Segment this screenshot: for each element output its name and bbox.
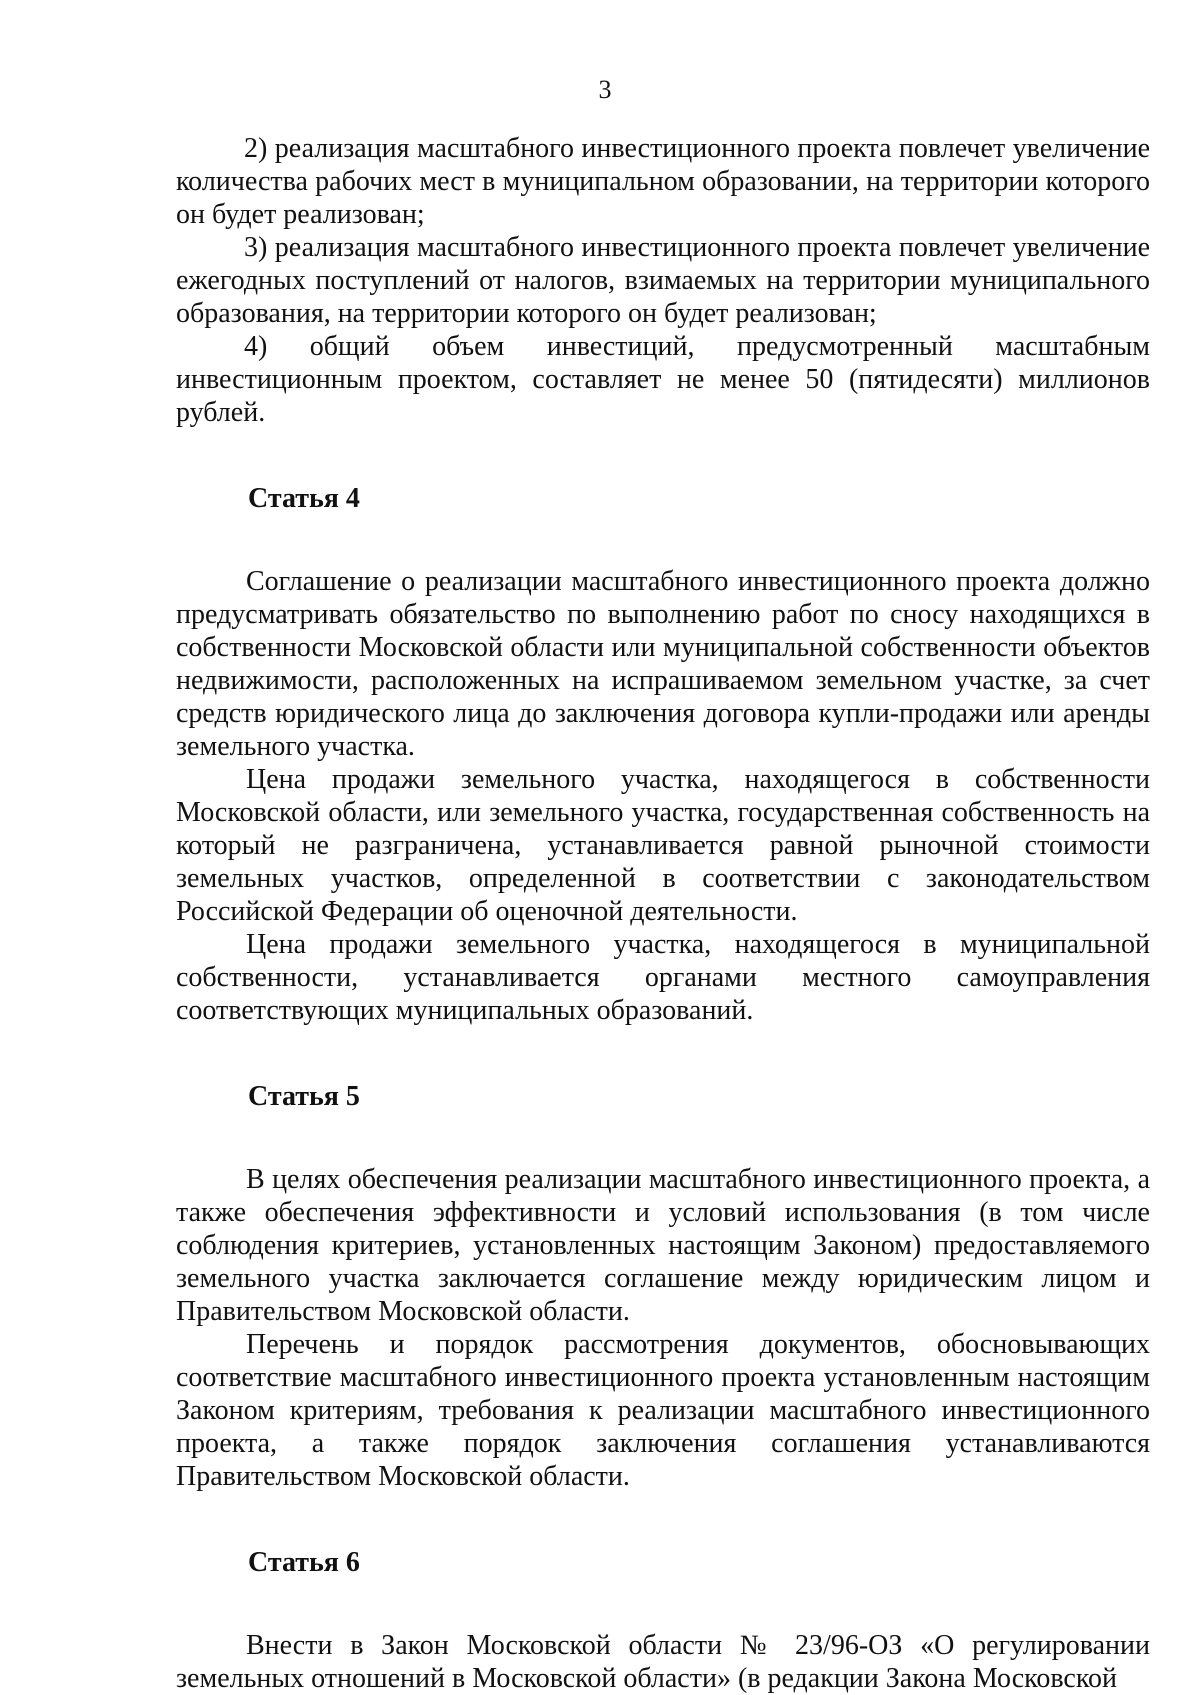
spacer (176, 515, 1150, 565)
spacer (176, 1493, 1150, 1546)
spacer (176, 1113, 1150, 1163)
list-item: 3) реализация масштабного инвестиционного проекта повлечет увеличение ежегодных поступлений от налогов, взимаемых на территории муниципального образования, на территории которого он будет реализован; (176, 232, 1150, 329)
list-item: 4) общий объем инвестиций, предусмотренный масштабным инвестиционным проектом, составляет не менее 50 (пятидесяти) миллионов рублей. (176, 331, 1150, 428)
document-body (176, 132, 1150, 1695)
article-5-paragraph: Перечень и порядок рассмотрения документов, обосновывающих соответствие масштабного инвестиционного проекта установленным настоящим Законом критериям, требования к реализации масштабного инвестиционного проекта, а также порядок заключения соглашения устанавливаются Правительством Московской области. (176, 1329, 1150, 1492)
spacer (176, 429, 1150, 482)
article-4-title: Статья 4 (248, 483, 360, 514)
article-5-paragraph: В целях обеспечения реализации масштабного инвестиционного проекта, а также обеспечения эффективности и условий использования (в том числе соблюдения критериев, установленных настоящим Законом) предоставляемого земельного участка заключается соглашение между юридическим лицом и Правительством Московской области. (176, 1164, 1150, 1327)
article-5-title: Статья 5 (248, 1081, 360, 1112)
list-item: 2) реализация масштабного инвестиционного проекта повлечет увеличение количества рабочих мест в муниципальном образовании, на территории которого он будет реализован; (176, 133, 1150, 230)
page-number: 3 (598, 75, 612, 104)
spacer (176, 1027, 1150, 1080)
article-4-paragraph: Цена продажи земельного участка, находящегося в муниципальной собственности, устанавливается органами местного самоуправления соответствующих муниципальных образований. (176, 929, 1150, 1026)
spacer (176, 1579, 1150, 1629)
article-6-title: Статья 6 (248, 1547, 360, 1578)
article-6-paragraph: Внести в Закон Московской области № 23/96-ОЗ «О регулировании земельных отношений в Московской области» (в редакции Закона Московской (176, 1630, 1150, 1694)
article-4-paragraph: Соглашение о реализации масштабного инвестиционного проекта должно предусматривать обязательство по выполнению работ по сносу находящихся в собственности Московской области или муниципальной собственности объектов недвижимости, расположенных на испрашиваемом земельном участке, за счет средств юридического лица до заключения договора купли-продажи или аренды земельного участка. (176, 566, 1150, 762)
article-4-paragraph: Цена продажи земельного участка, находящегося в собственности Московской области, или земельного участка, государственная собственность на который не разграничена, устанавливается равной рыночной стоимости земельных участков, определенной в соответствии с законодательством Российской Федерации об оценочной деятельности. (176, 764, 1150, 927)
